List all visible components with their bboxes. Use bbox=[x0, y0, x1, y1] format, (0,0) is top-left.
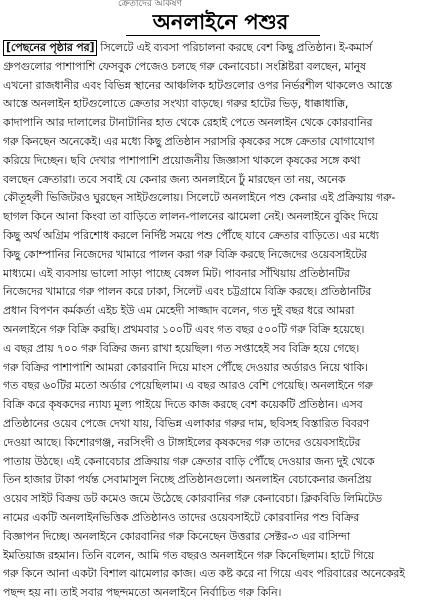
article-line: এ বছর প্রায় ৭০০ গরু বিক্রির জন্য রাখা হয়েছিল। গত সপ্তাহেই সব বিক্রি হয়ে গেছে। bbox=[3, 341, 360, 355]
article-line-text: সিলেটে এই ব্যবসা পরিচালনা করছে বেশ কিছু প্রতিষ্ঠান। ই-কমার্স bbox=[100, 41, 373, 54]
article-line: তিন হাজার টাকা পর্যন্ত সেবামাসুল নিচ্ছে প্রতিষ্ঠানগুলো। অনলাইন বেচাকেনার জনপ্রিয় bbox=[3, 473, 372, 487]
article-line: পাতায় উঠছে। এই কেনাবেচার প্রক্রিয়ায় গরু ক্রেতার বাড়ি পৌঁছে দেওয়ার জন্য দুই থেকে bbox=[3, 454, 375, 468]
headline-underline bbox=[126, 35, 320, 36]
article-line: করিয়ে দিচ্ছেন। ছবি দেখার পাশাপাশি প্রয়োজনীয় জিজ্ঞাসা থাকলে কৃষকের সঙ্গে কথা bbox=[3, 153, 361, 167]
article-line: প্রধান বিপণন কর্মকর্তা এইচ ইউ এম মেহেদী সাজ্জাদ বলেন, গত দুই বছর ধরে আমরা bbox=[3, 304, 355, 318]
article-line: বিক্রি করে কৃষকদের ন্যায্য মূল্য পাইয়ে দিতে কাজ করছে বেশ কয়েকটি প্রতিষ্ঠান। এসব bbox=[3, 398, 363, 412]
article-line: দেওয়া আছে। কিশোরগঞ্জ, নরসিংদী ও টাঙ্গাইলের কৃষকদের গরু তাদের ওয়েবসাইটের bbox=[3, 435, 361, 449]
article-line: ইমতিয়াজ রহমান। তিনি বলেন, আমি গত বছরও অনলাইনে গরু কিনেছিলাম। হাটে গিয়ে bbox=[3, 548, 375, 562]
headline: অনলাইনে পশুর bbox=[152, 10, 289, 34]
article-line: প্রতিষ্ঠানের ওয়েব পেজে দেখা যায়, বিভিন্ন এলাকার গরুর দাম, ছবিসহ বিস্তারিত বিবরণ bbox=[3, 416, 370, 430]
continuation-tag: [পেছনের পৃষ্ঠার পর] bbox=[3, 40, 97, 56]
article-body bbox=[3, 39, 437, 600]
article-line bbox=[3, 39, 437, 58]
article-line: গ্রুপগুলোর পাশাপাশি ফেসবুক পেজেও চলছে গরু কেনাবেচা। সংশ্লিষ্টরা বলছেন, মানুষ bbox=[3, 59, 366, 73]
article-line: অনলাইনে গরু বিক্রি করছি। প্রথমবার ১০০টি এবং গত বছর ৫০০টি গরু বিক্রি হয়েছে। bbox=[3, 322, 365, 336]
article-line: আস্তে অনলাইন হাটগুলোতে ক্রেতার সংখ্যা বাড়ছে। গরুর হাটের ভিড়, ধাক্কাধাক্কি, bbox=[3, 97, 349, 111]
article-line: গরু কিনে আনা একটা বিশাল ঝামেলার কাজ। এত কষ্ট করে না গিয়ে এবং পরিবারের অনেকেরই bbox=[3, 567, 405, 581]
article-line: বিজ্ঞাপন দিচ্ছে। অনলাইনে কোরবানির গরু কিনেছেন উত্তরার সেক্টর-৩ এর বাসিন্দা bbox=[3, 529, 350, 543]
article-line: কিছু কোম্পানির নিজেদের খামারে পালন করা গরু বিক্রি করছে নিজেদের ওয়েবসাইটের bbox=[3, 247, 368, 261]
article-line: গত বছর ৬০টির মতো অর্ডার পেয়েছিলাম। এ বছর আরও বেশি পেয়েছি। অনলাইনে গরু bbox=[3, 379, 373, 393]
article-line: কৌতূহলী ভিজিটরও ঘুরছেন সাইটগুলোয়। সিলেটে অনলাইনে পশু কেনার এই প্রক্রিয়ায় গরু- bbox=[3, 191, 396, 205]
article-line: এখনো রাজধানীর এবং বিভিন্ন স্থানের আঞ্চলিক হাটগুলোর ওপর নির্ভরশীল থাকলেও আস্তে bbox=[3, 78, 393, 92]
clipped-previous-text: ক্রেতাদের আকর্ষণ bbox=[118, 0, 182, 9]
article-line: কিছু অর্থ অগ্রিম পরিশোধ করলে নির্দিষ্ট সময়ে পশু পৌঁছে যাবে ক্রেতার বাড়িতে। এর মধ্যে bbox=[3, 228, 379, 242]
article-line: পছন্দ হয় না। তাই সবার পছন্দমতো অনলাইনে নির্বাচিত গরু কিনি। bbox=[3, 586, 282, 600]
article-line: বলছেন ক্রেতারা। তবে সবাই যে কেনার জন্য অনলাইনে ঢুঁ মারছেন তা নয়, অনেক bbox=[3, 172, 346, 186]
article-line: নামের একটি অনলাইনভিত্তিক প্রতিষ্ঠানও তাদের ওয়েবসাইটে কোরবানির পশু বিক্রির bbox=[3, 510, 360, 524]
article-line: ছাগল কিনে আনা কিংবা তা বাড়িতে লালন-পালনের ঝামেলা নেই। অনলাইনে বুকিং দিয়ে bbox=[3, 210, 378, 224]
article-line: নিজেদের খামারে গরু পালন করে ঢাকা, সিলেট এবং চট্টগ্রামে বিক্রি করছে। প্রতিষ্ঠানটির bbox=[3, 285, 372, 299]
article-line: কাদাপানি আর দালালের টানাটানির হাত থেকে রেহাই পেতে অনলাইন থেকে কোরবানির bbox=[3, 116, 373, 130]
article-line: ওয়েব সাইট বিক্রয় ডট কমেও জমে উঠেছে কোরবানির গরু কেনাবেচা। ক্লিকবিডি লিমিটেড bbox=[3, 492, 382, 506]
article-line: গরু বিক্রির পাশাপাশি আমরা কোরবানি দিয়ে মাংস পৌঁছে দেওয়ার অর্ডারও নিয়ে থাকি। bbox=[3, 360, 368, 374]
article-line: মাধ্যমে। এই ব্যবসায় ভালো সাড়া পাচ্ছে বেঙ্গল মিট। পাবনার সাঁথিয়ায় প্রতিষ্ঠানটির bbox=[3, 266, 350, 280]
article-line: গরু কিনছেন অনেকেই। এর মধ্যে কিছু প্রতিষ্ঠান সরাসরি কৃষকের সঙ্গে ক্রেতার যোগাযোগ bbox=[3, 134, 375, 148]
